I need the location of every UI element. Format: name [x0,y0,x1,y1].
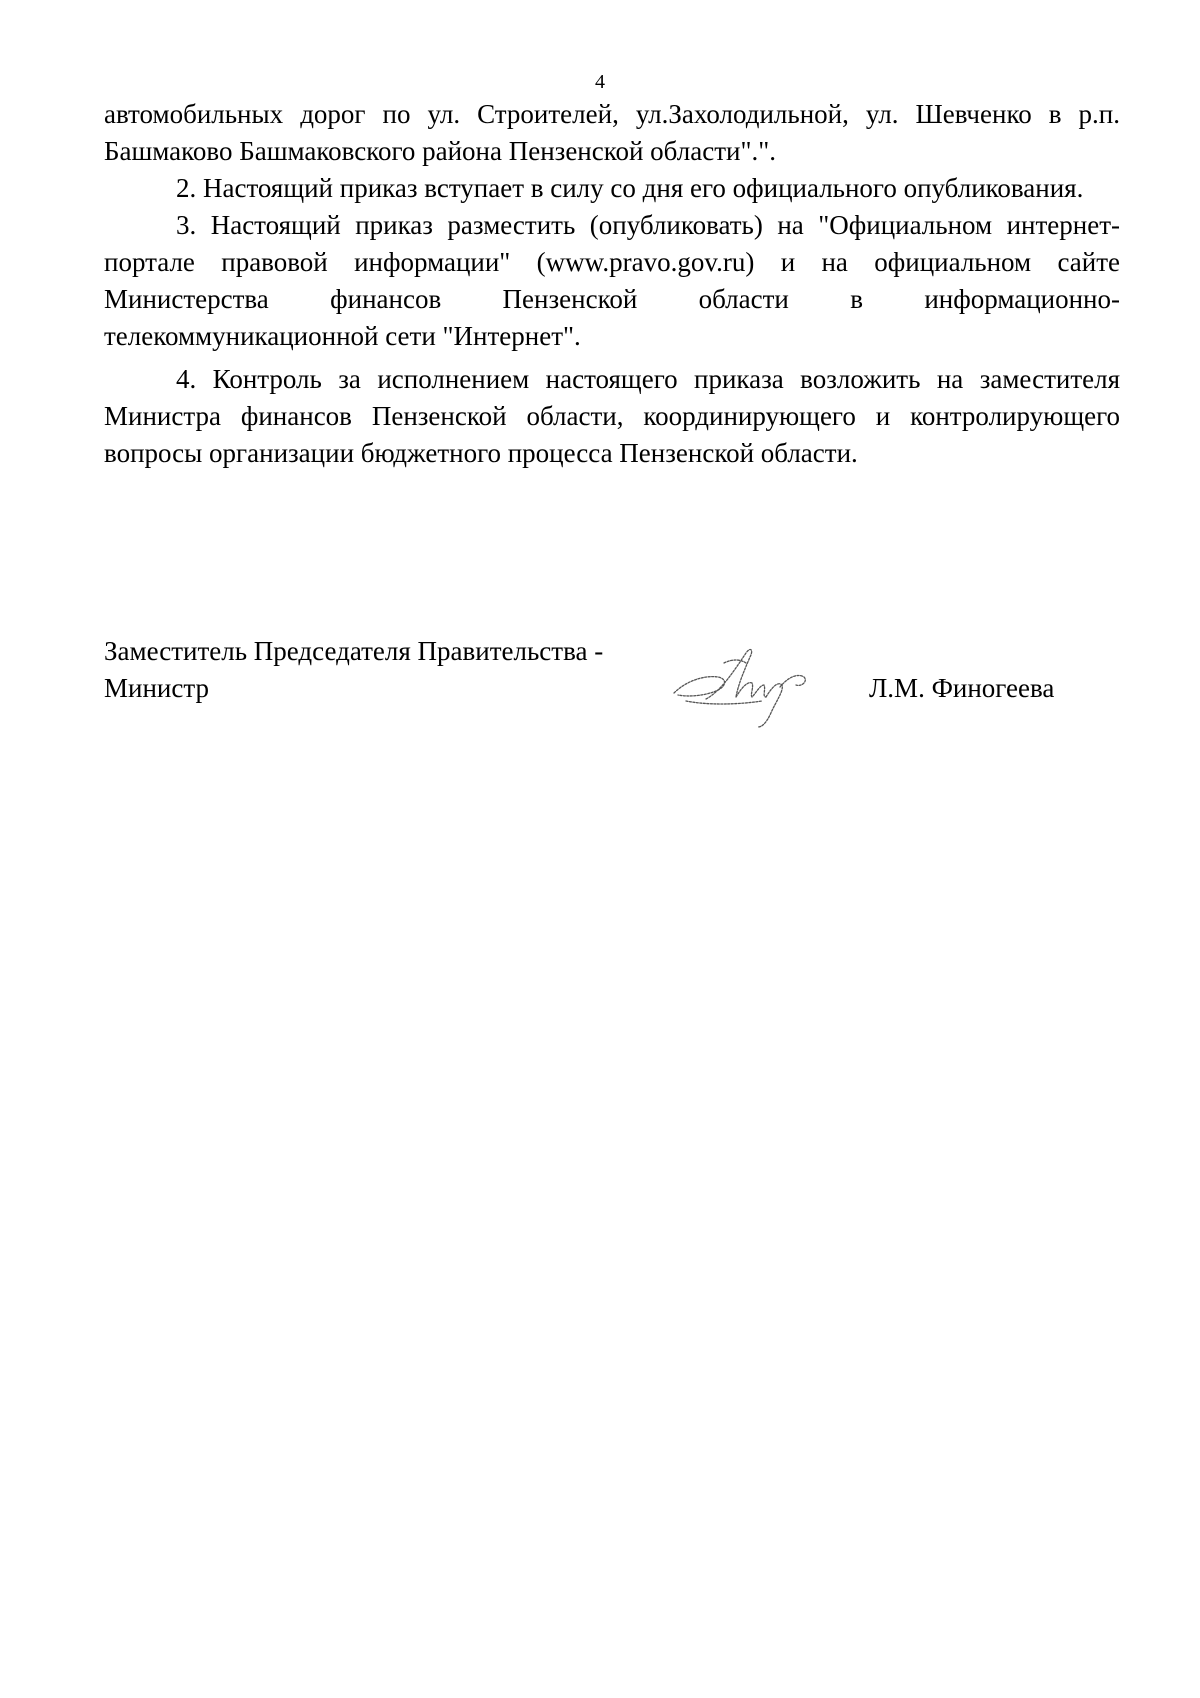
handwritten-signature [666,641,826,731]
signatory-position [104,633,704,707]
signatory-name: Л.М. Финогеева [869,673,1055,703]
paragraph-4-control: 4. Контроль за исполнением настоящего приказа возложить на заместителя Министра финансов Пензенской области, координирующего и контролирующего вопросы организации бюджетного процесса Пензенской области. [104,364,1120,468]
signature-block [104,633,1120,753]
document-body [104,96,1120,472]
page-number: 4 [595,71,605,93]
paragraph-continuation: автомобильных дорог по ул. Строителей, ул.Захолодильной, ул. Шевченко в р.п. Башмаково Башмаковского района Пензенской области".". [104,99,1120,166]
signatory-position-line-1: Заместитель Председателя Правительства - [104,636,604,666]
signatory-position-line-2: Министр [104,673,209,703]
paragraph-3-publication: 3. Настоящий приказ разместить (опубликовать) на "Официальном интернет-портале правовой информации" (www.pravo.gov.ru) и на официальном сайте Министерства финансов Пензенской области в информационно-телекоммуникационной сети "Интернет". [104,210,1120,351]
paragraph-2-effective-date: 2. Настоящий приказ вступает в силу со дня его официального опубликования. [176,173,1084,203]
